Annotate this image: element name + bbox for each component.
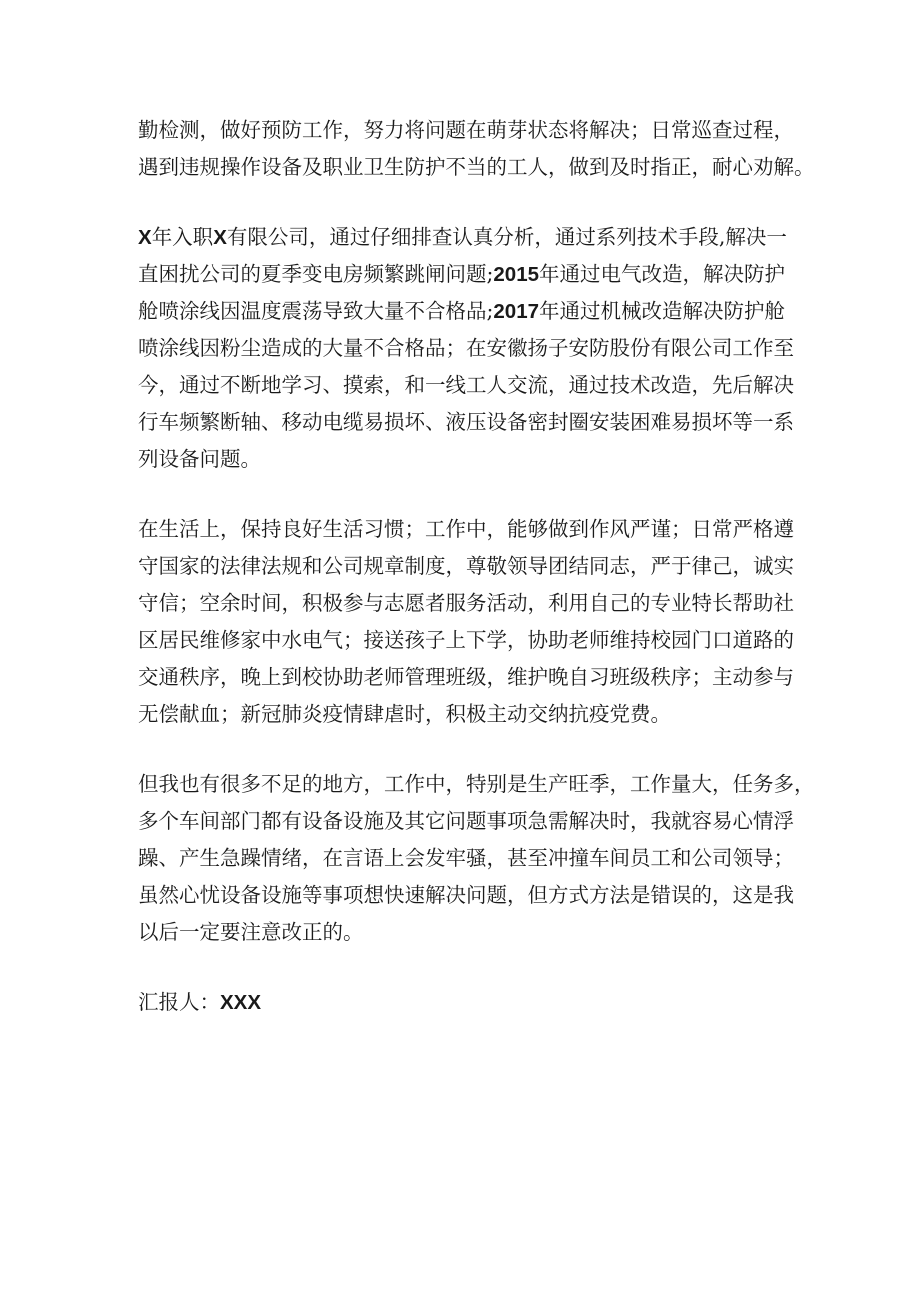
bold-year: 2017 [493, 300, 540, 323]
text-run: 有限公司，通过仔细排查认真分析，通过系列技术手段,解决一 [226, 225, 787, 249]
bold-year: 2015 [493, 263, 540, 286]
text-line: 列设备问题。 [138, 447, 261, 471]
text-line: 区居民维修家中水电气；接送孩子上下学，协助老师维持校园门口道路的 [138, 628, 794, 652]
text-line [138, 293, 798, 330]
text-run: 舱喷涂线因温度震荡导致大量不合格品; [138, 299, 494, 323]
signature-name: XXX [220, 991, 262, 1014]
text-line: 多个车间部门都有设备设施及其它问题事项急需解决时，我就容易心情浮 [138, 809, 794, 833]
text-line: 守国家的法律法规和公司规章制度，尊敬领导团结同志，严于律己，诚实 [138, 554, 794, 578]
text-line: 无偿献血；新冠肺炎疫情肆虐时，积极主动交纳抗疫党费。 [138, 702, 671, 726]
paragraph-life [138, 511, 798, 733]
paragraph-career [138, 219, 798, 478]
text-line: 勤检测，做好预防工作，努力将问题在萌芽状态将解决；日常巡查过程， [138, 118, 794, 142]
signature-label: 汇报人： [138, 990, 220, 1014]
text-line: 喷涂线因粉尘造成的大量不合格品；在安徽扬子安防股份有限公司工作至 [138, 336, 794, 360]
paragraph-prevention [138, 112, 815, 186]
text-run: 年通过电气改造，解决防护 [539, 262, 786, 286]
text-line: 虽然心忧设备设施等事项想快速解决问题，但方式方法是错误的，这是我 [138, 883, 794, 907]
text-run: 直困扰公司的夏季变电房频繁跳闸问题; [138, 262, 494, 286]
text-line: 但我也有很多不足的地方，工作中，特别是生产旺季，工作量大，任务多， [138, 772, 815, 796]
text-line: 躁、产生急躁情绪，在言语上会发牢骚，甚至冲撞车间员工和公司领导； [138, 846, 794, 870]
document-body [138, 112, 815, 1021]
text-line: 以后一定要注意改正的。 [138, 920, 364, 944]
bold-text: X [138, 226, 152, 249]
signature [138, 984, 798, 1021]
text-run: 年通过机械改造解决防护舱 [539, 299, 786, 323]
text-line: 今，通过不断地学习、摸索，和一线工人交流，通过技术改造，先后解决 [138, 373, 794, 397]
text-line: 交通秩序，晚上到校协助老师管理班级，维护晚自习班级秩序；主动参与 [138, 665, 794, 689]
text-line: 遇到违规操作设备及职业卫生防护不当的工人，做到及时指正，耐心劝解。 [138, 155, 815, 179]
text-line: 在生活上，保持良好生活习惯；工作中，能够做到作风严谨；日常严格遵 [138, 517, 794, 541]
paragraph-shortcomings [138, 766, 815, 951]
text-line [138, 256, 798, 293]
text-line: 守信；空余时间，积极参与志愿者服务活动，利用自己的专业特长帮助社 [138, 591, 794, 615]
text-line: 行车频繁断轴、移动电缆易损坏、液压设备密封圈安装困难易损坏等一系 [138, 410, 794, 434]
text-run: 年入职 [151, 225, 214, 249]
bold-text: X [213, 226, 227, 249]
text-line [138, 219, 798, 256]
